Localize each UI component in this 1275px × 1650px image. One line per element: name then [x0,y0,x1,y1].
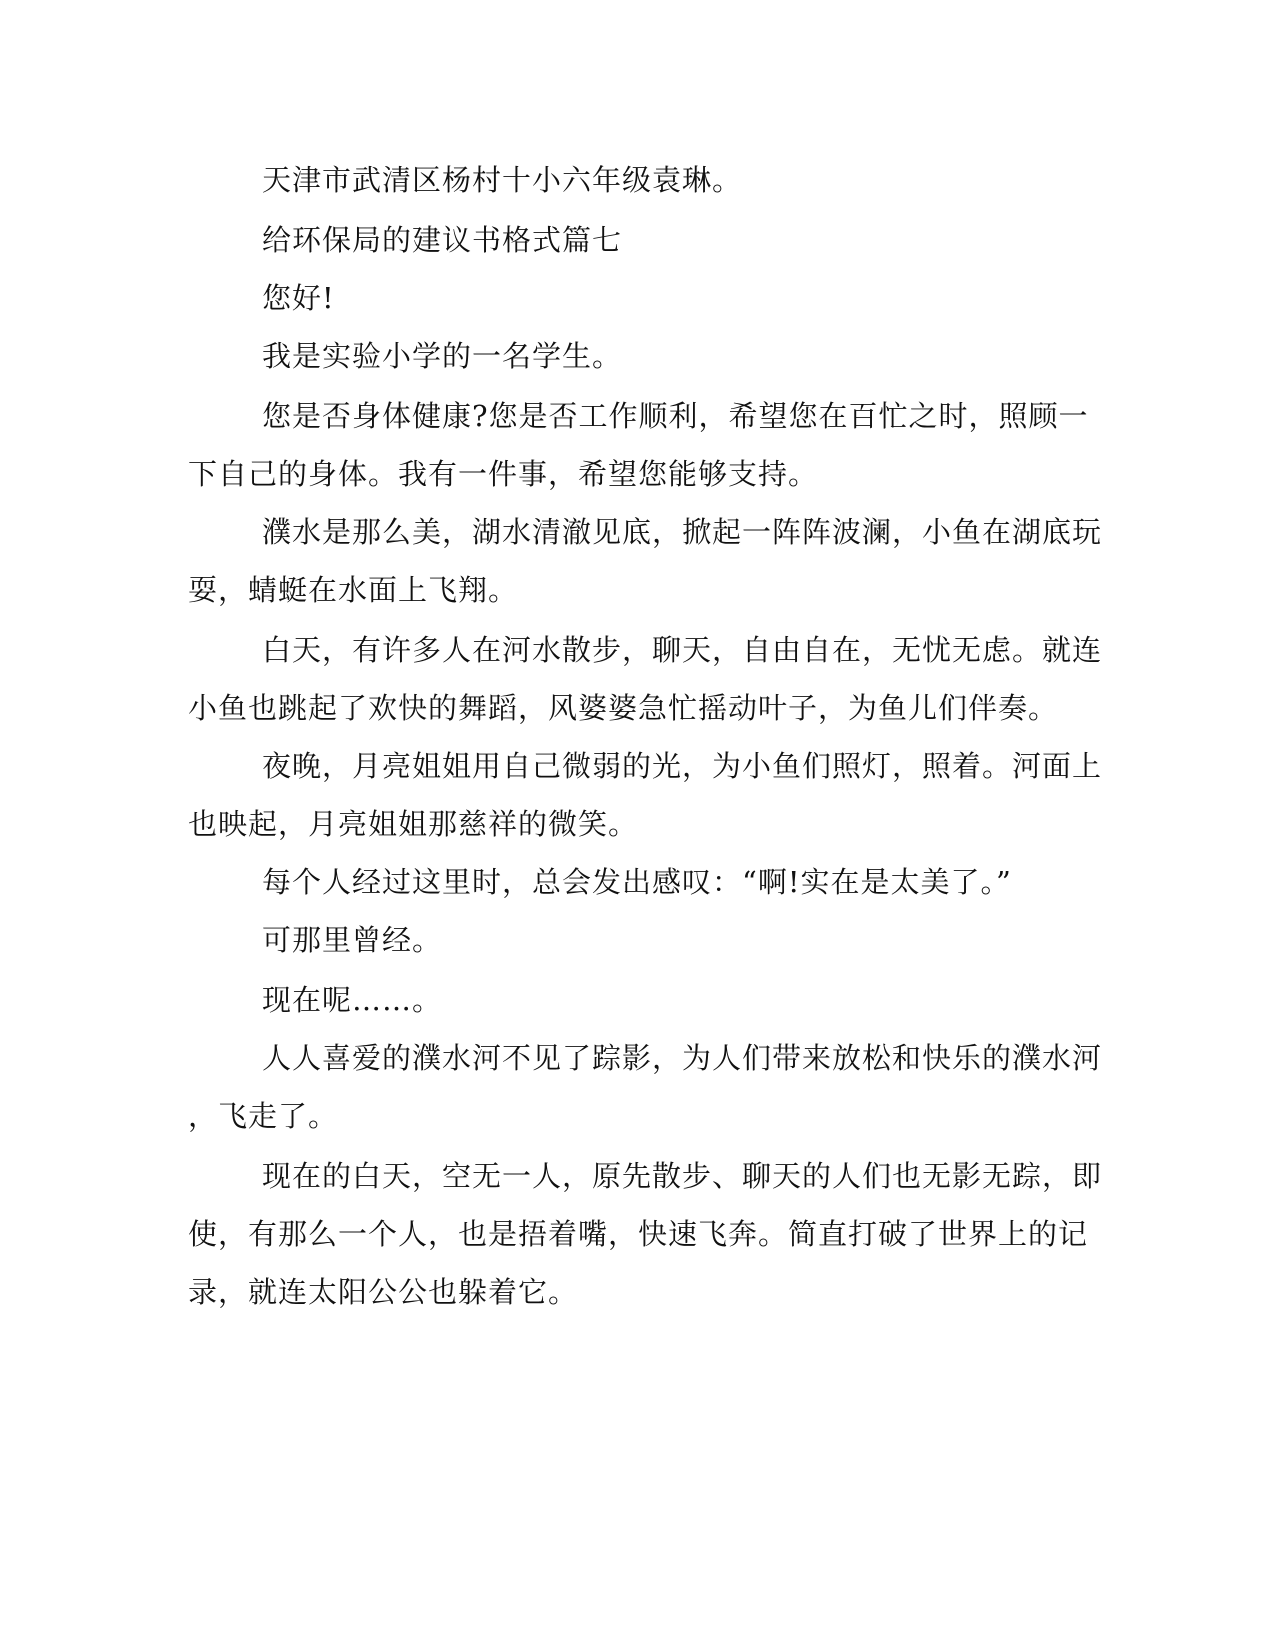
text-line: 现在的白天，空无一人，原先散步、聊天的人们也无影无踪，即 [262,1159,1103,1193]
text-line: 我是实验小学的一名学生。 [262,339,623,373]
text-line: ，飞走了。 [188,1099,339,1133]
text-line: 现在呢……。 [262,983,443,1017]
text-line: 也映起，月亮姐姐那慈祥的微笑。 [188,807,639,841]
text-line: 您是否身体健康?您是否工作顺利，希望您在百忙之时，照顾一 [262,399,1089,433]
text-line: 天津市武清区杨村十小六年级袁琳。 [262,163,743,197]
text-line: 白天，有许多人在河水散步，聊天，自由自在，无忧无虑。就连 [262,633,1103,667]
text-line: 濮水是那么美，湖水清澈见底，掀起一阵阵波澜，小鱼在湖底玩 [262,515,1103,549]
greeting-line: 您好! [262,281,335,315]
text-line: 夜晚，月亮姐姐用自己微弱的光，为小鱼们照灯，照着。河面上 [262,749,1103,783]
text-line: 耍，蜻蜓在水面上飞翔。 [188,573,519,607]
text-line: 可那里曾经。 [262,923,443,957]
text-line: 小鱼也跳起了欢快的舞蹈，风婆婆急忙摇动叶子，为鱼儿们伴奏。 [188,691,1059,725]
text-line: 人人喜爱的濮水河不见了踪影，为人们带来放松和快乐的濮水河 [262,1041,1103,1075]
text-line: 使，有那么一个人，也是捂着嘴，快速飞奔。简直打破了世界上的记 [188,1217,1089,1251]
text-line: 下自己的身体。我有一件事，希望您能够支持。 [188,457,819,491]
text-line: 录，就连太阳公公也躲着它。 [188,1275,579,1309]
section-heading: 给环保局的建议书格式篇七 [262,223,623,257]
text-line: 每个人经过这里时，总会发出感叹：“啊!实在是太美了。” [262,865,1012,899]
